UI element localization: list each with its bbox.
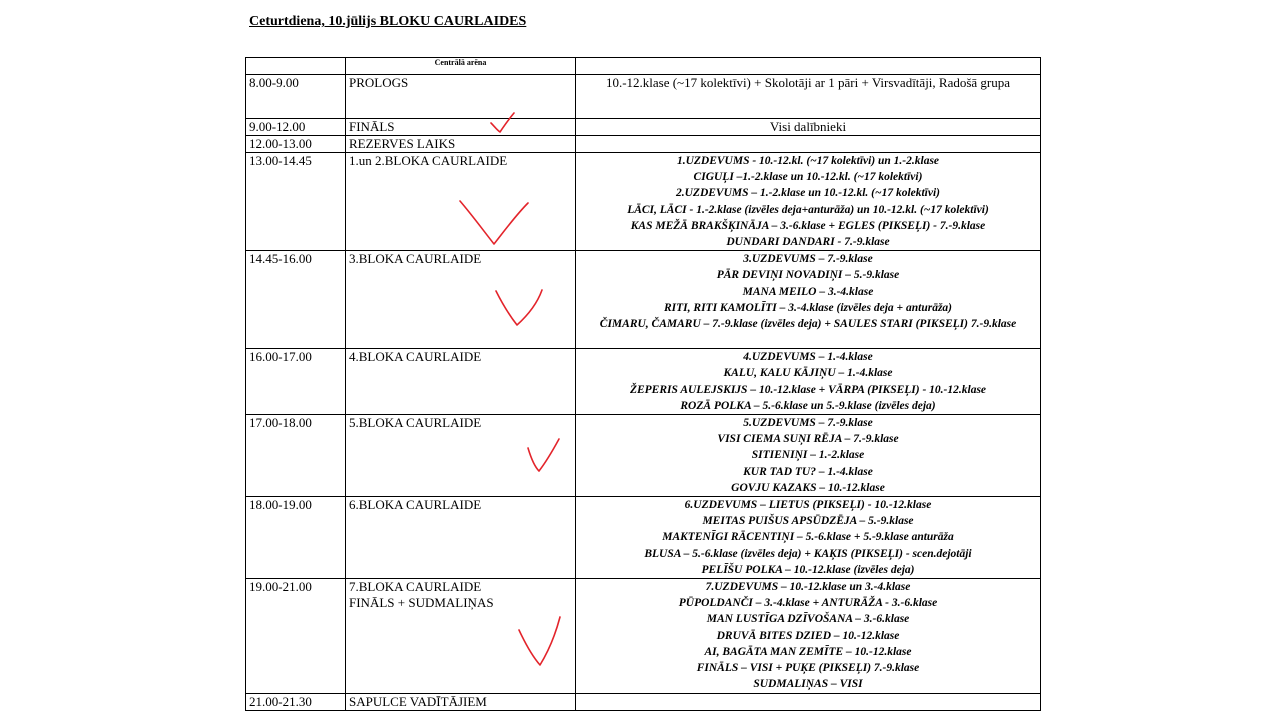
- block-name-cell: [346, 579, 576, 694]
- time-slot-cell: 8.00-9.00: [246, 75, 346, 119]
- time-slot-cell: 19.00-21.00: [246, 579, 346, 694]
- block-name-cell: [346, 349, 576, 415]
- description-cell: [576, 497, 1041, 579]
- time-slot-cell: 16.00-17.00: [246, 349, 346, 415]
- program-item: SITIENIŅI – 1.-2.klase: [751, 449, 865, 462]
- table-row: [246, 75, 1041, 119]
- header-empty-cell: [246, 58, 346, 75]
- block-name: 7.BLOKA CAURLAIDE: [349, 579, 482, 595]
- block-name-cell: [346, 694, 576, 711]
- time-slot-cell: 9.00-12.00: [246, 119, 346, 136]
- table-row: [246, 251, 1041, 349]
- table-header-row: [246, 58, 1041, 75]
- header-empty-cell: [576, 58, 1041, 75]
- description-cell: [576, 136, 1041, 153]
- time-slot-cell: 14.45-16.00: [246, 251, 346, 349]
- block-name-cell: [346, 251, 576, 349]
- description-cell: [576, 251, 1041, 349]
- program-item: LĀCI, LĀCI - 1.-2.klase (izvēles deja+anturāža) un 10.-12.kl. (~17 kolektīvi): [627, 203, 989, 216]
- program-item: PŪPOLDANČI – 3.-4.klase + ANTURĀŽA - 3.-6.klase: [678, 597, 938, 610]
- time-slot-cell: 13.00-14.45: [246, 153, 346, 251]
- table-row: [246, 153, 1041, 251]
- description-cell: [576, 119, 1041, 136]
- block-name: 6.BLOKA CAURLAIDE: [349, 497, 482, 513]
- program-item: 7.UZDEVUMS – 10.-12.klase un 3.-4.klase: [705, 581, 911, 594]
- program-item: CIGUĻI –1.-2.klase un 10.-12.kl. (~17 kolektīvi): [693, 171, 923, 184]
- program-item: DUNDARI DANDARI - 7.-9.klase: [726, 236, 890, 249]
- block-name: SAPULCE VADĪTĀJIEM: [349, 694, 487, 710]
- description-cell: [576, 579, 1041, 694]
- time-slot-cell: 17.00-18.00: [246, 415, 346, 497]
- program-item: 5.UZDEVUMS – 7.-9.klase: [743, 417, 873, 430]
- table-row: [246, 579, 1041, 694]
- program-item: 3.UZDEVUMS – 7.-9.klase: [743, 253, 873, 266]
- program-item: PELĪŠU POLKA – 10.-12.klase (izvēles deja): [701, 563, 915, 576]
- program-item: DRUVĀ BITES DZIED – 10.-12.klase: [716, 629, 900, 642]
- block-name-cell: [346, 75, 576, 119]
- program-item: ČIMARU, ČAMARU – 7.-9.klase (izvēles deja) + SAULES STARI (PIKSEĻI) 7.-9.klase: [599, 318, 1017, 331]
- table-row: [246, 694, 1041, 711]
- program-item: BLUSA – 5.-6.klase (izvēles deja) + KAĶIS (PIKSEĻI) - scen.dejotāji: [644, 547, 972, 560]
- program-item: FINĀLS – VISI + PUĶE (PIKSEĻI) 7.-9.klase: [696, 662, 920, 675]
- program-item: AI, BAGĀTA MAN ZEMĪTE – 10.-12.klase: [704, 645, 912, 658]
- block-name-cell: [346, 153, 576, 251]
- program-item: PĀR DEVIŅI NOVADIŅI – 5.-9.klase: [716, 269, 900, 282]
- document-title: Ceturtdiena, 10.jūlijs BLOKU CAURLAIDES: [249, 14, 527, 29]
- program-item: SUDMALIŅAS – VISI: [753, 678, 863, 691]
- block-name: 4.BLOKA CAURLAIDE: [349, 349, 482, 365]
- time-slot-cell: 12.00-13.00: [246, 136, 346, 153]
- program-item: ROZĀ POLKA – 5.-6.klase un 5.-9.klase (izvēles deja): [680, 399, 936, 412]
- venue-header: Centrālā arēna: [346, 58, 576, 75]
- program-item: MEITAS PUIŠUS APSŪDZĒJA – 5.-9.klase: [702, 515, 914, 528]
- table-row: [246, 136, 1041, 153]
- time-slot-cell: 18.00-19.00: [246, 497, 346, 579]
- table-row: [246, 415, 1041, 497]
- block-name-cell: [346, 415, 576, 497]
- program-item: MAKTENĪGI RĀCENTIŅI – 5.-6.klase + 5.-9.klase anturāža: [662, 531, 954, 544]
- table-row: [246, 497, 1041, 579]
- program-item: VISI CIEMA SUŅI RĒJA – 7.-9.klase: [717, 433, 899, 446]
- block-name-cell: [346, 119, 576, 136]
- block-name: 5.BLOKA CAURLAIDE: [349, 415, 482, 431]
- block-name: REZERVES LAIKS: [349, 136, 456, 151]
- table-row: [246, 119, 1041, 136]
- description-cell: [576, 694, 1041, 711]
- program-item: KAS MEŽĀ BRAKŠĶINĀJA – 3.-6.klase + EGLES (PIKSEĻI) - 7.-9.klase: [630, 219, 986, 232]
- program-item: GOVJU KAZAKS – 10.-12.klase: [731, 481, 885, 494]
- participants-text: Visi dalībnieki: [769, 119, 847, 134]
- program-item: ŽEPERIS AULEJSKIJS – 10.-12.klase + VĀRPA (PIKSEĻI) - 10.-12.klase: [629, 383, 987, 396]
- schedule-table: [245, 57, 1041, 711]
- description-cell: [576, 75, 1041, 119]
- block-name: PROLOGS: [349, 75, 409, 90]
- program-item: 1.UZDEVUMS - 10.-12.kl. (~17 kolektīvi) un 1.-2.klase: [676, 155, 940, 167]
- block-name: 1.un 2.BLOKA CAURLAIDE: [349, 153, 508, 168]
- description-cell: [576, 415, 1041, 497]
- block-name: FINĀLS + SUDMALIŅAS: [349, 595, 494, 611]
- program-item: MANA MEILO – 3.-4.klase: [742, 285, 874, 298]
- program-item: MAN LUSTĪGA DZĪVOŠANA – 3.-6.klase: [706, 613, 910, 626]
- participants-text: 10.-12.klase (~17 kolektīvi) + Skolotāji ar 1 pāri + Virsvadītāji, Radošā grupa: [605, 75, 1011, 90]
- program-item: KALU, KALU KĀJIŅU – 1.-4.klase: [723, 367, 893, 380]
- description-cell: [576, 153, 1041, 251]
- block-name: FINĀLS: [349, 119, 395, 134]
- program-item: 4.UZDEVUMS – 1.-4.klase: [743, 351, 873, 364]
- program-item: 2.UZDEVUMS – 1.-2.klase un 10.-12.kl. (~17 kolektīvi): [675, 187, 941, 200]
- program-item: RITI, RITI KAMOLĪTI – 3.-4.klase (izvēles deja + anturāža): [664, 301, 952, 314]
- program-item: 6.UZDEVUMS – LIETUS (PIKSEĻI) - 10.-12.klase: [684, 499, 932, 512]
- block-name-cell: [346, 136, 576, 153]
- program-item: KUR TAD TU? – 1.-4.klase: [743, 465, 873, 478]
- block-name-cell: [346, 497, 576, 579]
- description-cell: [576, 349, 1041, 415]
- time-slot-cell: 21.00-21.30: [246, 694, 346, 711]
- table-row: [246, 349, 1041, 415]
- block-name: 3.BLOKA CAURLAIDE: [349, 251, 482, 267]
